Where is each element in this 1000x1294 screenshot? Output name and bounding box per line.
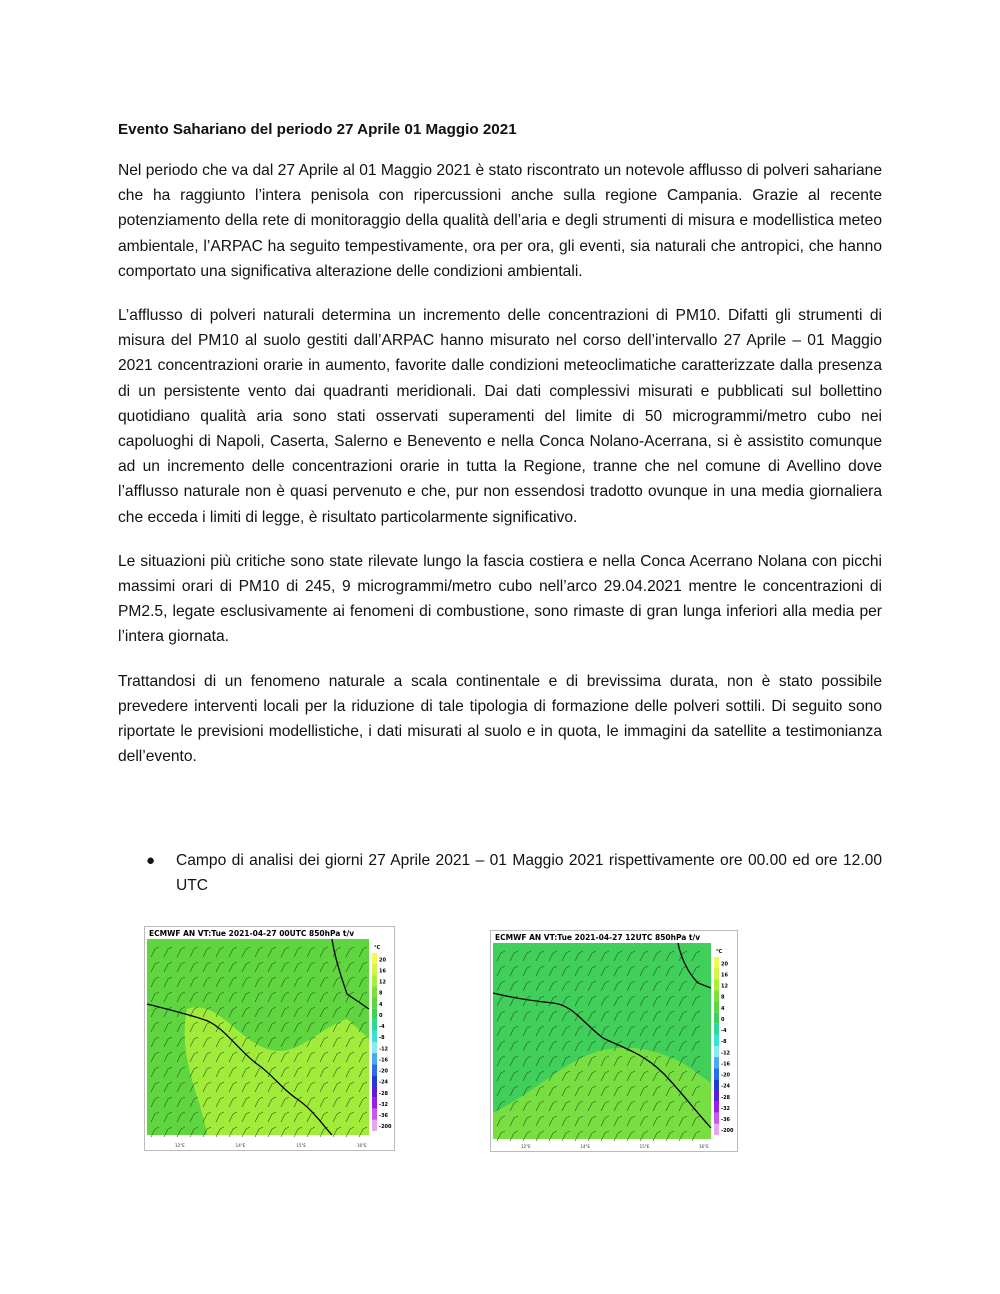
colorbar-swatch [714, 1013, 719, 1024]
bullet-dot-icon: ● [146, 852, 156, 869]
colorbar-label: 12 [379, 979, 386, 986]
colorbar-swatch [714, 1046, 719, 1057]
paragraph-intro: Nel periodo che va dal 27 Aprile al 01 Maggio 2021 è stato riscontrato un notevole afflusso di polveri sahariane che ha raggiunto l’intera penisola con ripercussioni anche sulla regione Campania. Grazie al recente potenziamento della rete di monitoraggio della qualità dell’aria e degli strumenti di misura e modellistica meteo ambientale, l’ARPAC ha seguito tempestivamente, ora per ora, gli eventi, sia naturali che antropici, che hanno comportato una significativa alterazione delle condizioni ambientali. [118, 162, 882, 280]
colorbar-swatch [714, 1035, 719, 1046]
colorbar-swatch [714, 1124, 719, 1135]
map-header: ECMWF AN VT:Tue 2021-04-27 00UTC 850hPa t/v [149, 929, 355, 938]
longitude-tick-label: 15°E [639, 1144, 650, 1149]
colorbar-label: -16 [379, 1057, 389, 1064]
colorbar-swatch [372, 986, 377, 997]
longitude-tick-label: 14°E [235, 1143, 246, 1148]
colorbar-swatch [714, 1057, 719, 1068]
longitude-tick-label: 16°E [357, 1143, 367, 1148]
map-plot-area [493, 943, 711, 1141]
longitude-tick-label: 14°E [580, 1144, 590, 1149]
colorbar-label: -28 [721, 1094, 731, 1101]
colorbar-label: 20 [379, 957, 386, 964]
colorbar-swatch [372, 1064, 377, 1075]
forecast-map-12utc [490, 930, 738, 1152]
document-body [118, 119, 882, 788]
colorbar-swatch [714, 1068, 719, 1079]
colorbar-swatch [714, 1113, 719, 1124]
colorbar-label: -20 [721, 1072, 731, 1079]
colorbar-label: -36 [721, 1117, 731, 1124]
colorbar-label: -36 [379, 1113, 389, 1120]
colorbar-swatch [372, 1042, 377, 1053]
longitude-tick-label: 16°E [699, 1144, 709, 1149]
colorbar-label: -24 [721, 1083, 731, 1090]
colorbar-swatch [714, 1102, 719, 1113]
colorbar-swatch [372, 1120, 377, 1131]
colorbar-swatch [714, 990, 719, 1001]
colorbar-swatch [714, 1091, 719, 1102]
colorbar-label: 4 [721, 1005, 725, 1012]
colorbar-label: 20 [721, 961, 728, 968]
colorbar-label: -32 [721, 1105, 731, 1112]
colorbar-swatch [714, 979, 719, 990]
colorbar-swatch [372, 1053, 377, 1064]
colorbar-swatch [372, 1075, 377, 1086]
colorbar-swatch [372, 1031, 377, 1042]
colorbar-swatch [372, 975, 377, 986]
bullet-text: Campo di analisi dei giorni 27 Aprile 2021 – 01 Maggio 2021 rispettivamente ore 00.00 ed ore 12.00 UTC [176, 852, 882, 895]
colorbar-swatch [372, 1098, 377, 1109]
forecast-map-00utc [144, 926, 395, 1151]
colorbar-label: 12 [721, 983, 728, 990]
paragraph-pm10: L’afflusso di polveri naturali determina un incremento delle concentrazioni di PM10. Difatti gli strumenti di misura del PM10 al suolo gestiti dall’ARPAC hanno misurato nel corso dell’intervallo 27 Aprile – 01 Maggio 2021 concentrazioni orarie in aumento, favorite dalle condizioni meteoclimatiche caratterizzate dalla presenza di un persistente vento dai quadranti meridionali. Dai dati complessivi misurati e pubblicati sul bollettino quotidiano qualità aria sono stati osservati superamenti del limite di 50 microgrammi/metro cubo nei capoluoghi di Napoli, Caserta, Salerno e Benevento e nella Conca Nolano-Acerrana, si è assistito comunque ad un incremento delle concentrazioni orarie in tutta la Regione, tranne che nel comune di Avellino dove l’afflusso naturale non è quasi pervenuto e che, pur non essendosi tradotto ovunque in una media giornaliera che ecceda i limiti di legge, è risultato particolarmente significativo. [118, 307, 882, 526]
colorbar-label: 8 [379, 990, 383, 997]
colorbar-label: -16 [721, 1061, 731, 1068]
colorbar-label: -4 [379, 1024, 385, 1031]
map-graphic [145, 927, 394, 1150]
colorbar-swatch [714, 957, 719, 968]
paragraph-critical: Le situazioni più critiche sono state rilevate lungo la fascia costiera e nella Conca Acerrano Nolana con picchi massimi orari di PM10 di 245, 9 microgrammi/metro cubo nell’arco 29.04.2021 mentre le concentrazioni di PM2.5, legate esclusivamente ai fenomeni di combustione, sono rimaste di gran lunga inferiori alla media per l’intera giornata. [118, 552, 882, 646]
colorbar-label: -200 [721, 1128, 734, 1135]
map-header: ECMWF AN VT:Tue 2021-04-27 12UTC 850hPa t/v [495, 933, 701, 942]
colorbar-swatch [372, 964, 377, 975]
colorbar-swatch [714, 1002, 719, 1013]
colorbar-label: -24 [379, 1079, 389, 1086]
colorbar-label: -12 [379, 1046, 389, 1053]
document-title: Evento Sahariano del periodo 27 Aprile 01 Maggio 2021 [118, 121, 517, 138]
longitude-tick-label: 12°E [175, 1143, 185, 1148]
map-plot-area [147, 939, 369, 1137]
colorbar-label: -200 [379, 1124, 392, 1131]
colorbar-unit: °C [716, 949, 723, 955]
colorbar-label: 16 [379, 968, 386, 975]
colorbar-label: -32 [379, 1101, 389, 1108]
colorbar-swatch [372, 1009, 377, 1020]
colorbar-swatch [372, 953, 377, 964]
colorbar-label: -8 [721, 1039, 727, 1046]
colorbar-swatch [372, 1109, 377, 1120]
colorbar-label: 4 [379, 1001, 383, 1008]
longitude-tick-label: 15°E [296, 1143, 306, 1148]
colorbar-swatch [372, 1087, 377, 1098]
colorbar-swatch [714, 1079, 719, 1090]
colorbar-label: 0 [379, 1012, 383, 1019]
colorbar-label: 16 [721, 972, 728, 979]
colorbar-label: -12 [721, 1050, 731, 1057]
colorbar-label: 8 [721, 994, 725, 1001]
colorbar-label: 0 [721, 1016, 725, 1023]
colorbar-swatch [714, 1024, 719, 1035]
colorbar-swatch [372, 1020, 377, 1031]
colorbar-label: -8 [379, 1035, 385, 1042]
colorbar-label: -28 [379, 1090, 389, 1097]
colorbar-swatch [372, 998, 377, 1009]
colorbar-unit: °C [374, 945, 381, 951]
colorbar-label: -20 [379, 1068, 389, 1075]
longitude-tick-label: 12°E [521, 1144, 531, 1149]
colorbar-swatch [714, 968, 719, 979]
map-graphic [491, 931, 737, 1151]
paragraph-conclusion: Trattandosi di un fenomeno naturale a scala continentale e di brevissima durata, non è stato possibile prevedere interventi locali per la riduzione di tale tipologia di formazione delle polveri sottili. Di seguito sono riportate le previsioni modellistiche, i dati misurati al suolo e in quota, le immagini da satellite a testimonianza dell’evento. [118, 672, 882, 766]
colorbar-label: -4 [721, 1028, 727, 1035]
